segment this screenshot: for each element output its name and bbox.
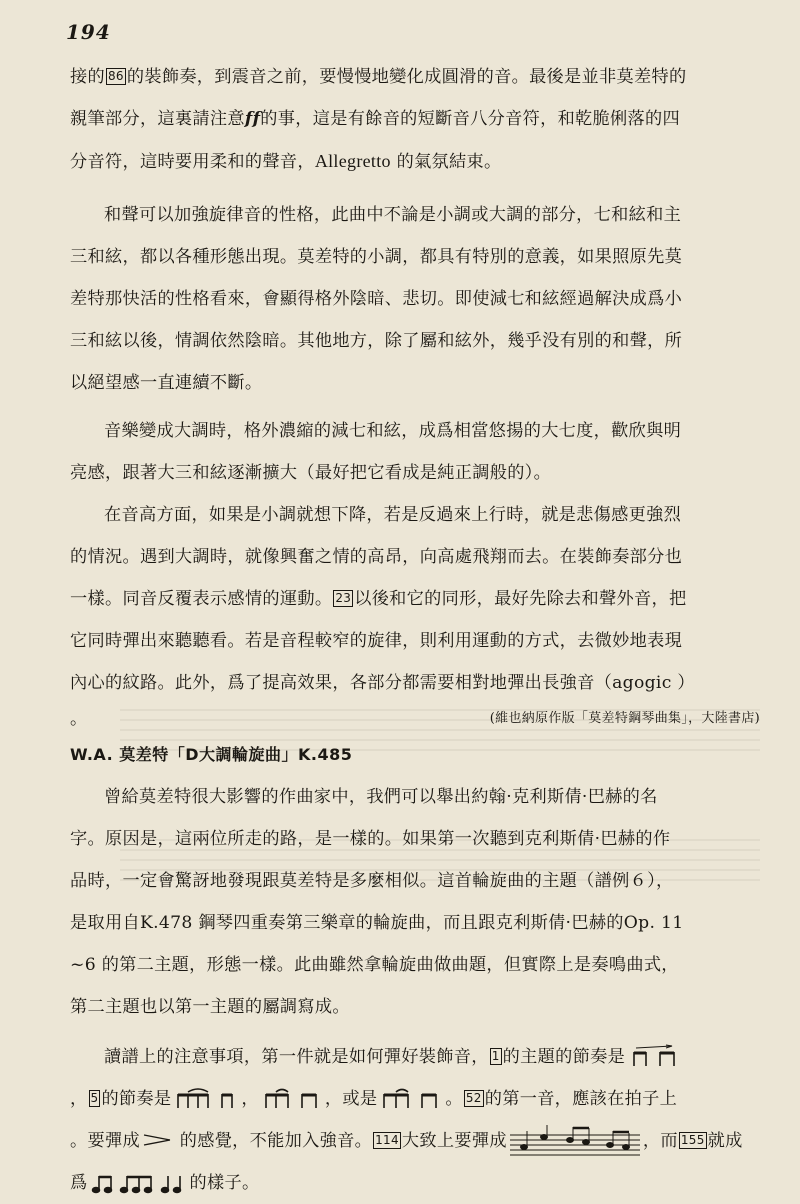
text-line: 三和絃以後，情調依然陰暗。其他地方，除了屬和絃外，幾乎没有別的和聲，所 bbox=[70, 331, 683, 351]
text-fragment: 大致上要彈成 bbox=[401, 1131, 507, 1151]
text-fragment: 分音符，這時要用柔和的聲音， bbox=[70, 152, 315, 172]
text-line: 亮感，跟著大三和絃逐漸擴大（最好把它看成是純正調般的）。 bbox=[70, 463, 552, 483]
text-fragment: 的第一音，應該在拍子上 bbox=[484, 1089, 678, 1109]
text-line bbox=[70, 56, 760, 98]
text-line: 字。原因是，這兩位所走的路，是一樣的。如果第一次聽到克利斯倩·巴赫的作 bbox=[70, 829, 671, 849]
paragraph-gap bbox=[70, 182, 760, 194]
rhythm-notation-icon bbox=[91, 1172, 187, 1196]
text-fragment: ， bbox=[241, 1089, 259, 1109]
text-fragment: 的主題的節奏是 bbox=[502, 1047, 626, 1067]
page-number: 194 bbox=[66, 20, 111, 44]
text-line: 品時，一定會驚訝地發現跟莫差特是多麼相似。這首輪旋曲的主題（譜例６）， bbox=[70, 871, 674, 891]
body-text bbox=[70, 56, 760, 1204]
rhythm-notation-icon bbox=[628, 1044, 682, 1072]
text-fragment: ，或是 bbox=[324, 1089, 378, 1109]
text-line: 在音高方面，如果是小調就想下降，若是反過來上行時，就是悲傷感更強烈 bbox=[104, 505, 682, 525]
text-fragment: 的事，這是有餘音的短斷音八分音符，和乾脆俐落的四 bbox=[260, 109, 680, 129]
text-line: 內心的紋路。此外，爲了提高效果，各部分都需要相對地彈出長強音（agogic ） bbox=[70, 673, 695, 693]
dynamic-mark: ff bbox=[244, 109, 261, 129]
measure-ref-1: 1 bbox=[491, 1049, 500, 1063]
text-line bbox=[70, 1120, 760, 1162]
text-line: 和聲可以加強旋律音的性格，此曲中不論是小調或大調的部分，七和絃和主 bbox=[104, 205, 682, 225]
text-fragment: 親筆部分，這裏請注意 bbox=[70, 109, 245, 129]
tempo-mark: Allegretto bbox=[314, 151, 391, 171]
text-line: 以絕望感一直連續不斷。 bbox=[70, 373, 263, 393]
decrescendo-icon bbox=[142, 1121, 172, 1163]
text-fragment: 接的 bbox=[70, 67, 105, 87]
text-fragment: 的感覺，不能加入強音。 bbox=[173, 1131, 373, 1151]
text-fragment: 的節奏是 bbox=[101, 1089, 172, 1109]
text-fragment: 的裝飾奏，到震音之前，要慢慢地變化成圓滑的音。最後是並非莫差特的 bbox=[126, 67, 687, 87]
staff-excerpt-icon bbox=[510, 1125, 640, 1159]
text-line: 曾給莫差特很大影響的作曲家中，我們可以舉出約翰·克利斯倩·巴赫的名 bbox=[104, 787, 658, 807]
source-citation: (維也納原作版「莫差特鋼琴曲集」，大陸書店) bbox=[489, 711, 760, 726]
paragraph-gap bbox=[70, 1028, 760, 1036]
text-fragment: ， bbox=[70, 1089, 88, 1109]
text-fragment: 一樣。同音反覆表示感情的運動。 bbox=[70, 589, 333, 609]
measure-ref-52: 52 bbox=[465, 1091, 482, 1105]
text-line: 三和絃，都以各種形態出現。莫差特的小調，都具有特別的意義，如果照原先莫 bbox=[70, 247, 683, 267]
text-line bbox=[70, 1036, 760, 1078]
text-line bbox=[70, 578, 760, 620]
text-line bbox=[70, 98, 760, 140]
text-fragment: 。要彈成 bbox=[70, 1131, 140, 1151]
rhythm-notation-icon bbox=[174, 1086, 238, 1114]
text-line: 差特那快活的性格看來，會顯得格外陰暗、悲切。即使減七和絃經過解決成爲小 bbox=[70, 289, 683, 309]
text-line: 音樂變成大調時，格外濃縮的減七和絃，成爲相當悠揚的大七度，歡欣與明 bbox=[104, 421, 682, 441]
text-fragment: 爲 bbox=[70, 1173, 88, 1193]
rhythm-notation-icon bbox=[262, 1086, 322, 1114]
text-line bbox=[70, 1162, 760, 1204]
text-fragment: 。 bbox=[445, 1089, 463, 1109]
measure-ref-86: 86 bbox=[107, 69, 124, 83]
text-line: 它同時彈出來聽聽看。若是音程較窄的旋律，則利用運動的方式，去微妙地表現 bbox=[70, 631, 683, 651]
text-fragment: ，而 bbox=[642, 1131, 678, 1151]
section-heading: W.A. 莫差特「D大調輪旋曲」K.485 bbox=[70, 745, 353, 764]
text-fragment: 的樣子。 bbox=[189, 1173, 260, 1193]
measure-ref-5: 5 bbox=[90, 1091, 99, 1105]
rhythm-notation-icon bbox=[380, 1086, 442, 1114]
text-fragment: 就成 bbox=[707, 1131, 743, 1151]
text-line: 第二主題也以第一主題的屬調寫成。 bbox=[70, 997, 350, 1017]
text-fragment: 讀譜上的注意事項，第一件就是如何彈好裝飾音， bbox=[104, 1047, 489, 1067]
measure-ref-23: 23 bbox=[335, 591, 352, 605]
measure-ref-155: 155 bbox=[680, 1133, 705, 1147]
text-line: 的情況。遇到大調時，就像興奮之情的高昂，向高處飛翔而去。在裝飾奏部分也 bbox=[70, 547, 683, 567]
measure-ref-114: 114 bbox=[375, 1133, 399, 1147]
text-fragment: 以後和它的同形，最好先除去和聲外音，把 bbox=[354, 589, 687, 609]
text-line bbox=[70, 140, 760, 182]
text-line bbox=[70, 704, 760, 734]
text-line bbox=[70, 1078, 760, 1120]
text-line: ~6 的第二主題，形態一樣。此曲雖然拿輪旋曲做曲題，但實際上是奏鳴曲式， bbox=[70, 955, 679, 975]
text-fragment: 的氣氛結束。 bbox=[390, 152, 502, 172]
text-fragment: 。 bbox=[70, 709, 88, 729]
text-line: 是取用自K.478 鋼琴四重奏第三樂章的輪旋曲，而且跟克利斯倩·巴赫的Op. 11 bbox=[70, 913, 684, 933]
